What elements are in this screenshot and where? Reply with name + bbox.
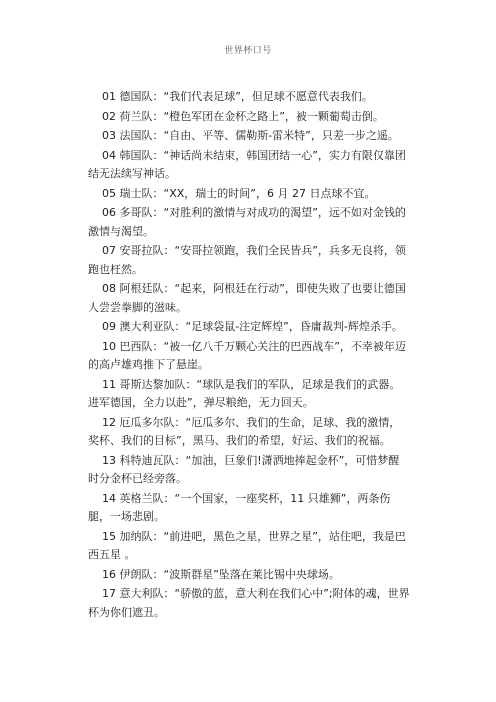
- list-item: 17 意大利队：“骄傲的蓝，意大利在我们心中”;附体的魂，世界杯为你们遮丑。: [88, 587, 410, 619]
- list-item: 11 哥斯达黎加队：“球队是我们的军队，足球是我们的武器。进军德国，全力以赴”，弹尽粮绝，无力回天。: [88, 377, 401, 409]
- list-item: 16 伊朗队：“波斯群星”坠落在莱比锡中央球场。: [102, 567, 340, 581]
- list-item: 02 荷兰队：“橙色军团在金杯之路上”，被一颗葡萄击倒。: [102, 109, 384, 123]
- list-item: 13 科特迪瓦队：“加油，巨象们!潇洒地捧起金杯”，可惜梦醒时分金杯已经旁落。: [88, 453, 400, 485]
- list-item: 12 厄瓜多尔队：“厄瓜多尔、我们的生命，足球、我的激情，奖杯、我们的目标”，黑马、我们的希望，好运、我们的祝福。: [88, 415, 401, 447]
- list-item: 15 加纳队：“前进吧，黑色之星，世界之星”，站住吧，我是巴西五星 。: [88, 529, 406, 561]
- list-item: 06 多哥队：“对胜利的激情与对成功的渴望”，远不如对金钱的激情与渴望。: [88, 206, 406, 238]
- list-item: 03 法国队：“自由、平等、儒勒斯-雷米特”，只差一步之遥。: [102, 129, 399, 142]
- list-item: 08 阿根廷队：“起来，阿根廷在行动”，即使失败了也要让德国人尝尝拳脚的滋味。: [88, 282, 406, 314]
- list-item: 04 韩国队：“神话尚未结束，韩国团结一心”，实力有限仅靠团结无法续写神话。: [88, 148, 406, 180]
- list-item: 01 德国队：“我们代表足球”，但足球不愿意代表我们。: [102, 90, 373, 103]
- list-item: 07 安哥拉队：“安哥拉领跑，我们全民皆兵”，兵多无良将，领跑也枉然。: [88, 244, 406, 276]
- list-item: 05 瑞士队：“XX，瑞士的时间”，6 月 27 日点球不宜。: [102, 186, 376, 200]
- list-item: 10 巴西队：“被一亿八千万颗心关注的巴西战车”，不幸被年迈的高卢雄鸡推下了悬崖。: [88, 339, 406, 371]
- document-title: 世界杯口号: [224, 46, 272, 56]
- list-item: 14 英格兰队：“一个国家，一座奖杯，11 只雄狮”，两条伤腿，一场悲剧。: [88, 491, 391, 523]
- list-item: 09 澳大利亚队：“足球袋鼠-注定辉煌”，昏庸裁判-辉煌杀手。: [102, 320, 403, 333]
- slogan-list: [88, 88, 410, 623]
